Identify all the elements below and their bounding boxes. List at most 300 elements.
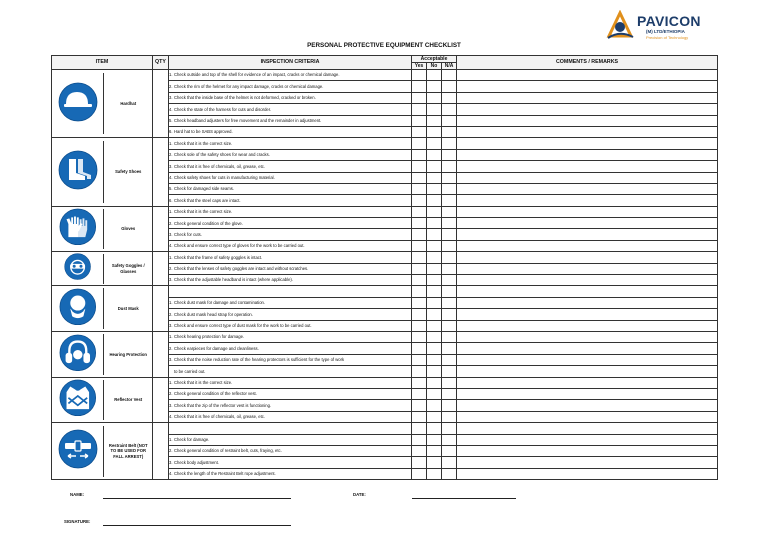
comments-cell[interactable] [457,309,718,320]
criteria-number: 4. [169,243,173,249]
qty-cell[interactable] [153,206,169,252]
comments-cell[interactable] [457,183,718,194]
acceptable-no-cell[interactable] [427,115,442,126]
acceptable-no-cell[interactable] [427,263,442,274]
criteria-number: 1. [169,436,173,442]
criteria-text: Check that the steel caps are intact. [174,197,241,203]
qty-cell[interactable] [153,331,169,377]
comments-cell[interactable] [457,434,718,445]
acceptable-yes-cell[interactable] [412,434,427,445]
acceptable-yes-cell[interactable] [412,183,427,194]
acceptable-yes-cell[interactable] [412,218,427,229]
acceptable-no-cell[interactable] [427,183,442,194]
criteria-cell [169,468,412,479]
qty-cell[interactable] [153,423,169,480]
acceptable-no-cell[interactable] [427,411,442,422]
criteria-text: Check body adjustment. [174,459,219,465]
safety-goggles-icon [64,253,91,280]
acceptable-yes-cell[interactable] [412,206,427,217]
acceptable-no-cell[interactable] [427,366,442,377]
item-cell [52,423,153,480]
comments-cell[interactable] [457,297,718,308]
qty-cell[interactable] [153,252,169,286]
header-na: N/A [442,63,457,70]
criteria-number: 6. [169,129,173,135]
criteria-cell [169,366,412,377]
criteria-text: Check for cuts. [174,231,202,237]
acceptable-no-cell[interactable] [427,286,442,297]
item-cell [52,138,153,206]
header-acceptable: Acceptable [412,56,457,63]
table-row [52,252,718,263]
comments-cell[interactable] [457,377,718,388]
criteria-text: Check sole of the safety shoes for wear and cracks. [174,152,270,158]
acceptable-yes-cell[interactable] [412,172,427,183]
acceptable-yes-cell[interactable] [412,400,427,411]
acceptable-no-cell[interactable] [427,240,442,251]
restraint-belt-icon [58,429,98,469]
acceptable-na-cell[interactable] [442,252,457,263]
page-title: PERSONAL PROTECTIVE EQUIPMENT CHECKLIST [307,42,461,49]
acceptable-yes-cell[interactable] [412,104,427,115]
acceptable-no-cell[interactable] [427,92,442,103]
criteria-cell [169,206,412,217]
criteria-text: Check that it is free of chemicals, oil, grease, etc. [174,163,266,169]
name-label: NAME: [70,492,85,497]
criteria-cell [169,309,412,320]
acceptable-yes-cell[interactable] [412,126,427,137]
acceptable-yes-cell[interactable] [412,457,427,468]
acceptable-na-cell[interactable] [442,286,457,297]
date-label: DATE: [353,492,366,497]
criteria-text: Check headband adjusters for free movement and the remainder in adjustment. [174,118,322,123]
logo-subtitle: (M) LTD/ETHIOPIA [646,29,685,34]
acceptable-na-cell[interactable] [442,411,457,422]
comments-cell[interactable] [457,70,718,81]
criteria-cell [169,104,412,115]
table-row [52,70,718,81]
criteria-text: Check the length of the Restraint Belt rope adjustment. [174,471,276,477]
header-criteria: INSPECTION CRITERIA [169,56,412,70]
criteria-cell [169,275,412,286]
acceptable-no-cell[interactable] [427,434,442,445]
comments-cell[interactable] [457,388,718,399]
safety-shoes-icon [58,150,98,190]
criteria-cell [169,70,412,81]
acceptable-na-cell[interactable] [442,104,457,115]
acceptable-yes-cell[interactable] [412,331,427,342]
comments-cell[interactable] [457,354,718,365]
item-name: Dust Mask [117,305,139,311]
criteria-text: to be carried out. [174,368,206,374]
comments-cell[interactable] [457,161,718,172]
acceptable-yes-cell[interactable] [412,377,427,388]
acceptable-no-cell[interactable] [427,343,442,354]
acceptable-no-cell[interactable] [427,400,442,411]
acceptable-no-cell[interactable] [427,252,442,263]
acceptable-yes-cell[interactable] [412,309,427,320]
acceptable-yes-cell[interactable] [412,423,427,434]
acceptable-no-cell[interactable] [427,331,442,342]
acceptable-yes-cell[interactable] [412,115,427,126]
criteria-cell [169,218,412,229]
criteria-text: Check that the zip of the reflector vest is functioning. [174,402,272,408]
acceptable-na-cell[interactable] [442,468,457,479]
acceptable-yes-cell[interactable] [412,468,427,479]
acceptable-no-cell[interactable] [427,468,442,479]
item-cell [52,252,153,286]
criteria-cell [169,183,412,194]
acceptable-na-cell[interactable] [442,161,457,172]
qty-cell[interactable] [153,138,169,206]
criteria-cell [169,434,412,445]
criteria-number: 3. [169,402,173,408]
acceptable-yes-cell[interactable] [412,81,427,92]
acceptable-no-cell[interactable] [427,309,442,320]
acceptable-yes-cell[interactable] [412,343,427,354]
criteria-text: Check that the inside base of the helmet is not deformed, cracked or broken. [174,95,316,101]
gloves-icon [59,208,97,246]
criteria-text: Check that it is the correct size. [174,140,233,146]
comments-cell[interactable] [457,263,718,274]
criteria-text: Check that it is the correct size. [174,209,233,215]
comments-cell[interactable] [457,411,718,422]
criteria-number: 2. [169,220,173,226]
comments-cell[interactable] [457,81,718,92]
criteria-number: 4. [169,471,173,477]
acceptable-yes-cell[interactable] [412,286,427,297]
item-name: Hearing Protection [109,351,147,357]
criteria-text: Check for damaged side seams. [174,186,235,192]
acceptable-yes-cell[interactable] [412,297,427,308]
criteria-text: Check safety shoes for cuts in manufacturing material. [174,174,275,180]
logo-tagline: Precision of Technology [646,35,689,40]
acceptable-yes-cell[interactable] [412,195,427,206]
acceptable-no-cell[interactable] [427,218,442,229]
criteria-number: 2. [169,311,173,317]
item-cell [52,377,153,423]
criteria-cell [169,388,412,399]
table-row [52,206,718,217]
acceptable-na-cell[interactable] [442,445,457,456]
acceptable-na-cell[interactable] [442,366,457,377]
comments-cell[interactable] [457,445,718,456]
criteria-text: Check general condition of restraint belt, cuts, fraying, etc. [174,448,282,454]
criteria-text: Check that the noise reduction rate of the hearing protectors is sufficient for the type of work [174,357,345,363]
criteria-text: Check earpieces for damage and cleanliness. [174,345,259,351]
acceptable-yes-cell[interactable] [412,229,427,240]
acceptable-no-cell[interactable] [427,423,442,434]
acceptable-na-cell[interactable] [442,343,457,354]
acceptable-na-cell[interactable] [442,434,457,445]
header-qty: QTY [153,56,169,70]
acceptable-yes-cell[interactable] [412,388,427,399]
criteria-text: Check the state of the harness for cuts and disorder. [174,106,272,112]
comments-cell[interactable] [457,343,718,354]
criteria-cell [169,377,412,388]
criteria-number: 3. [169,459,173,465]
criteria-number: 2. [169,345,173,351]
comments-cell[interactable] [457,320,718,331]
comments-cell[interactable] [457,400,718,411]
criteria-text: Check dust mask head strap for operation. [174,311,253,317]
criteria-text: Check that it is the correct size. [174,379,233,385]
acceptable-yes-cell[interactable] [412,149,427,160]
criteria-text: Check the rim of the helmet for any impact damage, cracks or chemical damage. [174,83,324,89]
acceptable-na-cell[interactable] [442,320,457,331]
acceptable-na-cell[interactable] [442,172,457,183]
acceptable-yes-cell[interactable] [412,275,427,286]
criteria-number: 4. [169,174,173,180]
criteria-text: Check that the frame of safety goggles is intact. [174,254,263,260]
acceptable-no-cell[interactable] [427,377,442,388]
criteria-text: Check general condition of the glove. [174,220,243,226]
item-name: Gloves [121,226,136,232]
acceptable-no-cell[interactable] [427,388,442,399]
comments-cell[interactable] [457,252,718,263]
item-name: Restraint Belt (NOT TO BE USED FOR FALL ARREST) [108,442,148,459]
criteria-number: 2. [169,83,173,89]
criteria-cell [169,161,412,172]
item-cell [52,206,153,252]
criteria-text: Check that it is free of chemicals, oil, grease, etc. [174,414,266,420]
criteria-cell [169,343,412,354]
date-field[interactable] [412,498,516,499]
criteria-number: 1. [169,209,173,215]
item-cell [52,331,153,377]
criteria-text: Hard hat to be SABS approved. [174,129,233,135]
criteria-number: 6. [169,197,173,203]
acceptable-na-cell[interactable] [442,92,457,103]
comments-cell[interactable] [457,138,718,149]
acceptable-yes-cell[interactable] [412,161,427,172]
acceptable-na-cell[interactable] [442,309,457,320]
acceptable-no-cell[interactable] [427,320,442,331]
acceptable-na-cell[interactable] [442,423,457,434]
header-no: No [427,63,442,70]
comments-cell[interactable] [457,275,718,286]
criteria-number: 3. [169,357,173,363]
criteria-cell [169,195,412,206]
acceptable-yes-cell[interactable] [412,263,427,274]
criteria-number: 2. [169,266,173,272]
criteria-number: 1. [169,140,173,146]
acceptable-no-cell[interactable] [427,195,442,206]
criteria-text: Check and ensure correct type of dust mask for the work to be carried out. [174,323,312,329]
acceptable-no-cell[interactable] [427,149,442,160]
acceptable-na-cell[interactable] [442,377,457,388]
table-row [52,423,718,434]
acceptable-na-cell[interactable] [442,331,457,342]
acceptable-yes-cell[interactable] [412,138,427,149]
acceptable-no-cell[interactable] [427,457,442,468]
comments-cell[interactable] [457,468,718,479]
acceptable-na-cell[interactable] [442,297,457,308]
header-comments: COMMENTS / REMARKS [457,56,718,70]
criteria-cell [169,400,412,411]
item-cell [52,70,153,138]
criteria-cell [169,445,412,456]
acceptable-na-cell[interactable] [442,70,457,81]
criteria-text: Check general condition of the reflector vest. [174,391,257,397]
criteria-cell [169,286,412,297]
header-yes: Yes [412,63,427,70]
criteria-text: Check that the lenses of safety goggles are intact and without scratches. [174,266,309,272]
criteria-text: Check dust mask for damage and contamination. [174,300,266,306]
comments-cell[interactable] [457,366,718,377]
criteria-number: 1. [169,379,173,385]
acceptable-na-cell[interactable] [442,229,457,240]
acceptable-no-cell[interactable] [427,275,442,286]
name-field[interactable] [103,498,291,499]
criteria-number: 4. [169,106,173,112]
acceptable-na-cell[interactable] [442,81,457,92]
acceptable-na-cell[interactable] [442,183,457,194]
criteria-number: 5. [169,186,173,192]
item-name: Hardhat [120,100,137,106]
criteria-cell [169,138,412,149]
comments-cell[interactable] [457,126,718,137]
logo-name: PAVICON [637,13,701,29]
acceptable-na-cell[interactable] [442,138,457,149]
item-name: Safety Shoes [115,169,142,175]
acceptable-yes-cell[interactable] [412,366,427,377]
criteria-number: 3. [169,95,173,101]
criteria-number: 2. [169,448,173,454]
acceptable-yes-cell[interactable] [412,320,427,331]
acceptable-na-cell[interactable] [442,263,457,274]
comments-cell[interactable] [457,423,718,434]
comments-cell[interactable] [457,331,718,342]
acceptable-na-cell[interactable] [442,126,457,137]
comments-cell[interactable] [457,206,718,217]
acceptable-na-cell[interactable] [442,149,457,160]
comments-cell[interactable] [457,115,718,126]
acceptable-no-cell[interactable] [427,104,442,115]
company-logo [606,10,712,40]
acceptable-yes-cell[interactable] [412,354,427,365]
qty-cell[interactable] [153,286,169,332]
acceptable-no-cell[interactable] [427,126,442,137]
acceptable-na-cell[interactable] [442,218,457,229]
comments-cell[interactable] [457,172,718,183]
criteria-text: Check that the adjustable headband is intact (where applicable). [174,277,293,283]
acceptable-na-cell[interactable] [442,354,457,365]
qty-cell[interactable] [153,377,169,423]
acceptable-yes-cell[interactable] [412,252,427,263]
comments-cell[interactable] [457,149,718,160]
criteria-cell [169,240,412,251]
criteria-cell [169,229,412,240]
criteria-cell [169,423,412,434]
comments-cell[interactable] [457,92,718,103]
acceptable-no-cell[interactable] [427,161,442,172]
item-name: Reflector Vest [114,397,143,403]
acceptable-no-cell[interactable] [427,138,442,149]
criteria-cell [169,252,412,263]
acceptable-no-cell[interactable] [427,172,442,183]
criteria-number: 3. [169,231,173,237]
dust-mask-icon [59,288,97,326]
hardhat-icon [58,82,98,122]
criteria-cell [169,126,412,137]
acceptable-yes-cell[interactable] [412,240,427,251]
criteria-number: 1. [169,72,173,78]
table-row [52,331,718,342]
criteria-cell [169,457,412,468]
acceptable-yes-cell[interactable] [412,411,427,422]
acceptable-na-cell[interactable] [442,115,457,126]
acceptable-yes-cell[interactable] [412,92,427,103]
hearing-protection-icon [59,334,97,372]
criteria-cell [169,297,412,308]
table-row [52,286,718,297]
acceptable-no-cell[interactable] [427,354,442,365]
qty-cell[interactable] [153,70,169,138]
signature-field[interactable] [103,525,291,526]
criteria-cell [169,331,412,342]
acceptable-na-cell[interactable] [442,400,457,411]
criteria-number: 3. [169,277,173,283]
criteria-cell [169,81,412,92]
table-row [52,377,718,388]
acceptable-no-cell[interactable] [427,445,442,456]
criteria-cell [169,149,412,160]
acceptable-na-cell[interactable] [442,206,457,217]
criteria-number: 2. [169,152,173,158]
criteria-number: 1. [169,300,173,306]
criteria-text: Check outside and top of the shell for evidence of an impact, cracks or chemical damage. [174,72,340,78]
criteria-cell [169,172,412,183]
comments-cell[interactable] [457,218,718,229]
criteria-cell [169,115,412,126]
criteria-number: 5. [169,118,173,123]
criteria-number: 3. [169,323,173,329]
acceptable-na-cell[interactable] [442,195,457,206]
acceptable-no-cell[interactable] [427,81,442,92]
acceptable-no-cell[interactable] [427,70,442,81]
criteria-cell [169,320,412,331]
signature-label: SIGNATURE: [64,519,91,524]
criteria-number: 4. [169,414,173,420]
acceptable-yes-cell[interactable] [412,70,427,81]
criteria-number: 3. [169,163,173,169]
reflector-vest-icon [59,379,97,417]
acceptable-no-cell[interactable] [427,297,442,308]
pavicon-logo-icon [606,10,634,40]
criteria-cell [169,411,412,422]
ppe-checklist-table [51,55,718,480]
comments-cell[interactable] [457,286,718,297]
table-row [52,138,718,149]
acceptable-na-cell[interactable] [442,457,457,468]
comments-cell[interactable] [457,457,718,468]
acceptable-na-cell[interactable] [442,275,457,286]
comments-cell[interactable] [457,104,718,115]
acceptable-yes-cell[interactable] [412,445,427,456]
criteria-cell [169,263,412,274]
comments-cell[interactable] [457,240,718,251]
acceptable-no-cell[interactable] [427,206,442,217]
criteria-cell [169,354,412,365]
acceptable-no-cell[interactable] [427,229,442,240]
item-cell [52,286,153,332]
criteria-number: 2. [169,391,173,397]
comments-cell[interactable] [457,229,718,240]
acceptable-na-cell[interactable] [442,388,457,399]
comments-cell[interactable] [457,195,718,206]
acceptable-na-cell[interactable] [442,240,457,251]
